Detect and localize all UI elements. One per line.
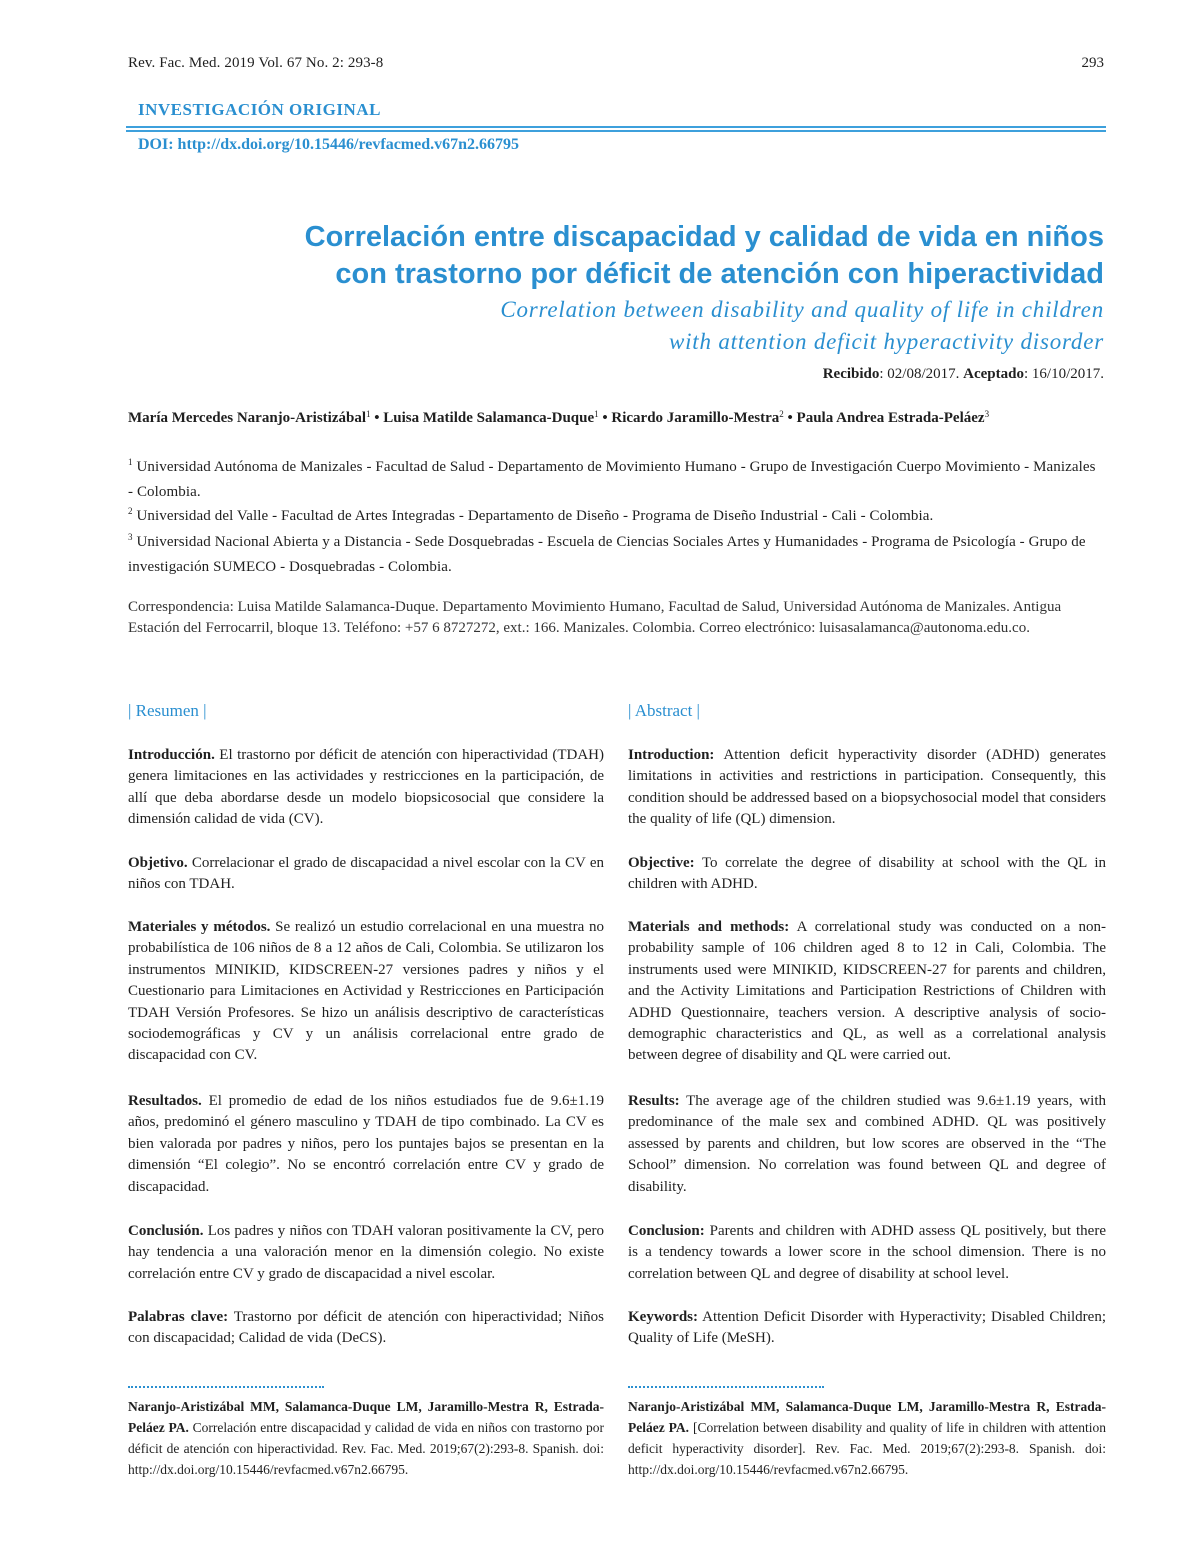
running-head: Rev. Fac. Med. 2019 Vol. 67 No. 2: 293-8 — [128, 55, 384, 71]
received-label: Recibido — [822, 366, 880, 382]
author: Paula Andrea Estrada-Peláez$^3$ — [796, 409, 990, 426]
author-list — [128, 409, 989, 427]
correspondence: Correspondencia: Luisa Matilde Salamanca-Duque. Departamento Movimiento Humano, Facultad de Salud, Universidad Autónoma de Manizales. Antigua Estación del Ferrocarril, bloque 13. Teléfono: +57 6 8727272, ext.: 166. Manizales. Colombia. Correo electrónico: luisasalamanca@autonoma.edu.co. — [128, 599, 1062, 636]
header-rule-bottom — [126, 130, 1106, 132]
author: Ricardo Jaramillo-Mestra$^2$ • — [611, 409, 793, 426]
author: María Mercedes Naranjo-Aristizábal$^1$ • — [128, 409, 380, 426]
author: Luisa Matilde Salamanca-Duque$^1$ • — [383, 409, 608, 426]
resumen-palabras-clave: Palabras clave: Trastorno por déficit de atención con hiperactividad; Niños con discapacidad; Calidad de vida (DeCS). — [128, 1309, 604, 1347]
abstract-heading: | Abstract | — [628, 701, 700, 720]
resumen-heading: | Resumen | — [128, 701, 207, 720]
abstract-results: Results: The average age of the children studied was 9.6±1.19 years, with predominance of the male sex and combined ADHD. QL was positively assessed by parents and children, but low scores are observed in the “The School” dimension. No correlation was found between QL and degree of disability. — [628, 1093, 1106, 1195]
title-spanish-line2: con trastorno por déficit de atención con hiperactividad — [335, 258, 1104, 290]
resumen-introduccion: Introducción. El trastorno por déficit de atención con hiperactividad (TDAH) genera limitaciones en las actividades y restricciones en la participación, de allí que deba abordarse desde un modelo biopsicosocial que considere la dimensión calidad de vida (CV). — [128, 747, 604, 828]
title-english-line2: with attention deficit hyperactivity disorder — [668, 329, 1104, 354]
affiliation-3: $^3$ Universidad Nacional Abierta y a Distancia - Sede Dosquebradas - Escuela de Ciencias Sociales Artes y Humanidades - Programa de Psicología - Grupo de investigación SUMECO - Dosquebradas - Colombia. — [128, 532, 1086, 575]
abstract-citation-divider — [628, 1386, 824, 1388]
resumen-objetivo: Objetivo. Correlacionar el grado de discapacidad a nivel escolar con la CV en niños con TDAH. — [128, 855, 604, 893]
resumen-citation-divider — [128, 1386, 324, 1388]
header-rule-top — [126, 126, 1106, 128]
abstract-citation: Naranjo-Aristizábal MM, Salamanca-Duque LM, Jaramillo-Mestra R, Estrada-Peláez PA. [Correlation between disability and quality of life in children with attention deficit hyperactivity disorder]. Rev. Fac. Med. 2019;67(2):293-8. Spanish. doi: http://dx.doi.org/10.15446/revfacmed.v67n2.66795. — [628, 1399, 1106, 1477]
abstract-introduction: Introduction: Attention deficit hyperactivity disorder (ADHD) generates limitations in activities and restrictions in participation. Consequently, this condition should be addressed based on a biopsychosocial model that considers the quality of life (QL) dimension. — [628, 747, 1106, 828]
title-english — [204, 294, 1104, 358]
page-number: 293 — [1081, 55, 1104, 71]
resumen-metodos: Materiales y métodos. Se realizó un estudio correlacional en una muestra no probabilística de 106 niños de 8 a 12 años de Cali, Colombia. Se utilizaron los instrumentos MINIKID, KIDSCREEN-27 versiones padres y niños y el Cuestionario para Limitaciones en Actividad y Restricciones en Participación TDAH Versión Profesores. Se hizo un análisis descriptivo de características sociodemográficas y CV y un análisis correlacional entre grado de discapacidad con CV. — [128, 919, 604, 1064]
title-english-line1: Correlation between disability and quality of life in children — [500, 297, 1104, 322]
abstract-methods: Materials and methods: A correlational study was conducted on a non-probability sample of 106 children aged 8 to 12 in Cali, Colombia. The instruments used were MINIKID, KIDSCREEN-27 for parents and children, and the Activity Limitations and Participation Restrictions of Children with ADHD Questionnaire, teachers version. A descriptive analysis of socio-demographic characteristics and QL, as well as a correlational analysis between degree of disability and QL were carried out. — [628, 919, 1106, 1064]
affiliation-2: $^2$ Universidad del Valle - Facultad de Artes Integradas - Departamento de Diseño - Programa de Diseño Industrial - Cali - Colombia. — [128, 506, 934, 524]
accepted-date: : 16/10/2017. — [1023, 366, 1104, 382]
doi-link[interactable]: DOI: http://dx.doi.org/10.15446/revfacmed.v67n2.66795 — [138, 136, 520, 153]
section-label: INVESTIGACIÓN ORIGINAL — [138, 100, 381, 119]
submission-dates — [823, 366, 1104, 383]
abstract-conclusion: Conclusion: Parents and children with ADHD assess QL positively, but there is a tendency towards a lower score in the school dimension. There is no correlation between QL and degree of disability at school level. — [628, 1223, 1106, 1282]
received-date: : 02/08/2017. — [879, 366, 960, 382]
resumen-conclusion: Conclusión. Los padres y niños con TDAH valoran positivamente la CV, pero hay tendencia a una valoración menor en la dimensión colegio. No existe correlación entre CV y grado de discapacidad a nivel escolar. — [128, 1223, 604, 1282]
title-spanish-line1: Correlación entre discapacidad y calidad de vida en niños — [304, 221, 1104, 253]
accepted-label: Aceptado — [963, 366, 1024, 382]
abstract-objective: Objective: To correlate the degree of disability at school with the QL in children with ADHD. — [628, 855, 1106, 893]
title-spanish — [204, 219, 1104, 293]
abstract-keywords: Keywords: Attention Deficit Disorder with Hyperactivity; Disabled Children; Quality of Life (MeSH). — [628, 1309, 1106, 1347]
resumen-resultados: Resultados. El promedio de edad de los niños estudiados fue de 9.6±1.19 años, predominó el género masculino y TDAH de tipo combinado. La CV es bien valorada por padres y niños, pero los puntajes bajos se presentan en la dimensión “El colegio”. No se encontró correlación entre CV y grado de discapacidad. — [128, 1093, 604, 1195]
affiliation-1: $^1$ Universidad Autónoma de Manizales - Facultad de Salud - Departamento de Movimiento Humano - Grupo de Investigación Cuerpo Movimiento - Manizales - Colombia. — [128, 457, 1096, 500]
resumen-citation: Naranjo-Aristizábal MM, Salamanca-Duque LM, Jaramillo-Mestra R, Estrada-Peláez PA. Correlación entre discapacidad y calidad de vida en niños con trastorno por déficit de atención con hiperactividad. Rev. Fac. Med. 2019;67(2):293-8. Spanish. doi: http://dx.doi.org/10.15446/revfacmed.v67n2.66795. — [128, 1399, 604, 1477]
